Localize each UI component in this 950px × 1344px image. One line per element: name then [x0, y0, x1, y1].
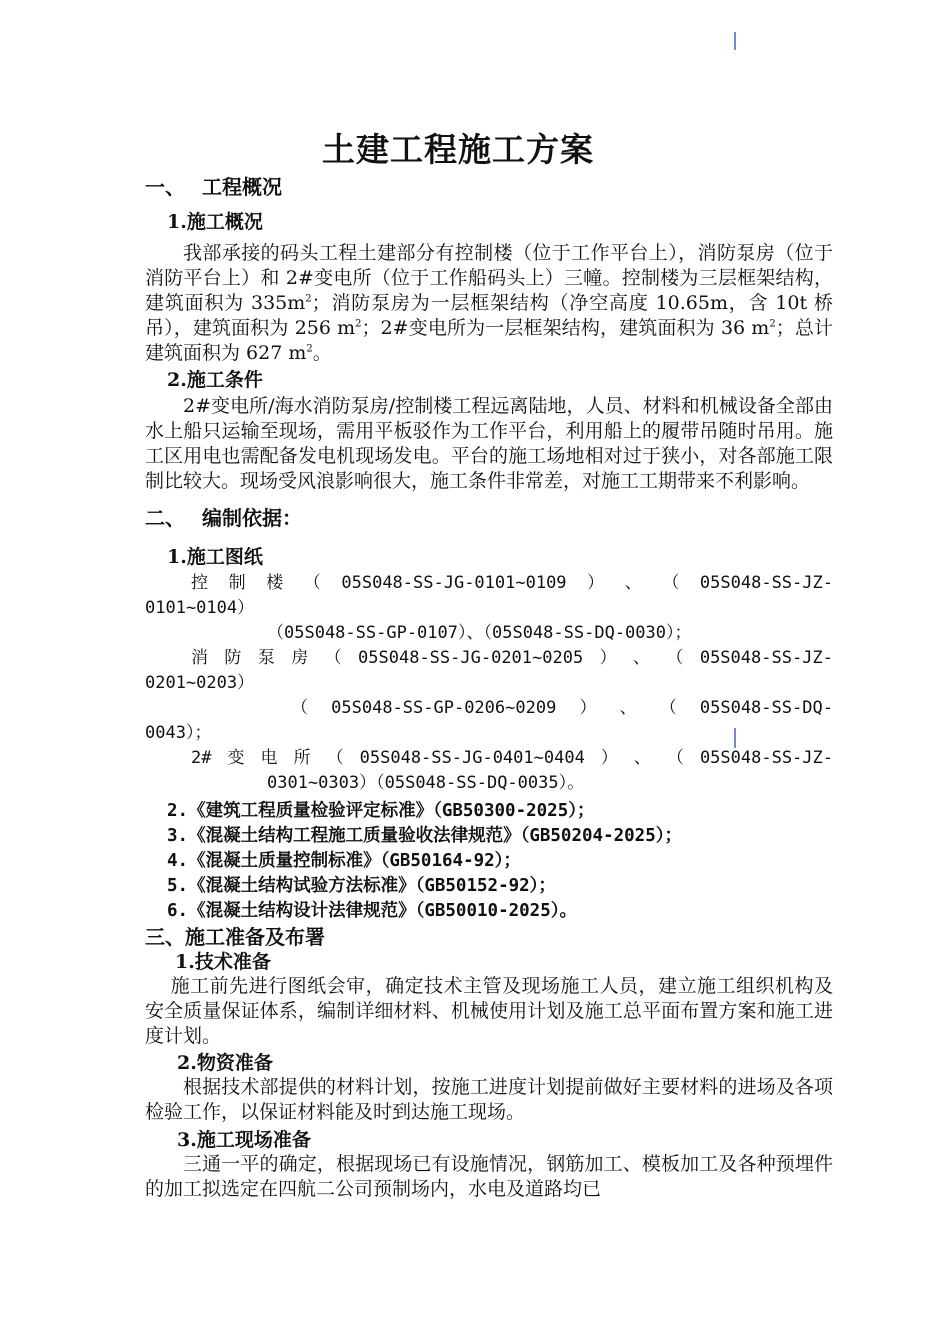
section-1-2-heading: 2.施工条件: [167, 369, 263, 391]
drawing-line-fire-pump-house-cont: 0201~0203）: [145, 673, 255, 693]
section-1-number: 一、: [145, 175, 185, 199]
section-2-heading: [145, 503, 833, 533]
drawing-line-fire-pump-house-2: （ 05S048-SS-GP-0206~0209 ） 、 （ 05S048-SS-DQ-: [291, 698, 833, 718]
standard-item: 4.《混凝土质量控制标准》（GB50164-92）；: [167, 851, 521, 871]
standard-item: 6.《混凝土结构设计法律规范》（GB50010-2025）。: [167, 901, 578, 921]
section-2-title: 编制依据：: [202, 506, 302, 530]
section-1-1-heading: 1.施工概况: [167, 211, 263, 233]
section-3-3-paragraph: 三通一平的确定，根据现场已有设施情况，钢筋加工、模板加工及各种预埋件的加工拟选定在四航二公司预制场内，水电及道路均已: [145, 1153, 833, 1200]
drawing-line-fire-pump-house: 消 防 泵 房 （ 05S048-SS-JG-0201~0205 ） 、 （ 05S048-SS-JZ-: [191, 648, 833, 668]
section-1-heading: [145, 172, 833, 202]
drawing-line-control-building-cont: 0101~0104）: [145, 598, 255, 618]
section-2-number: 二、: [145, 506, 185, 530]
document-body: [145, 172, 833, 1202]
text-cursor-mark: [734, 32, 736, 50]
standard-item: 2.《建筑工程质量检验评定标准》（GB50300-2025）；: [167, 801, 595, 821]
document-title: 土建工程施工方案: [322, 130, 594, 169]
section-2-1-heading: 1.施工图纸: [167, 546, 263, 568]
drawing-line-fire-pump-house-2-cont: 0043）；: [145, 723, 212, 743]
section-1-1-paragraph: 我部承接的码头工程土建部分有控制楼（位于工作平台上），消防泵房（位于消防平台上）和 2#变电所（位于工作船码头上）三幢。控制楼为三层框架结构，建筑面积为 $335m^2$；消防泵房为一层框架结构（净空高度 10.65m，含 10t 桥吊），建筑面积为 256 $m^2$；2#变电所为一层框架结构，建筑面积为 36 $m^2$；总计建筑面积为 627 $m^2$。: [145, 242, 833, 364]
text-cursor-mark: [734, 728, 736, 748]
drawing-line-control-building: 控 制 楼 （ 05S048-SS-JG-0101~0109 ） 、 （ 05S048-SS-JZ-: [191, 573, 833, 593]
section-3-3-heading: 3.施工现场准备: [177, 1129, 311, 1151]
section-3-2-heading: 2.物资准备: [177, 1052, 273, 1074]
section-3-heading: 三、施工准备及布署: [145, 925, 325, 949]
standard-item: 5.《混凝土结构试验方法标准》（GB50152-92）；: [167, 876, 556, 896]
section-1-2-paragraph: 2#变电所/海水消防泵房/控制楼工程远离陆地，人员、材料和机械设备全部由水上船只运输至现场，需用平板驳作为工作平台，利用船上的履带吊随时吊用。施工区用电也需配备发电机现场发电。平台的施工场地相对过于狭小，对各部施工限制比较大。现场受风浪影响很大，施工条件非常差，对施工工期带来不利影响。: [145, 395, 833, 492]
section-3-1-paragraph: 施工前先进行图纸会审，确定技术主管及现场施工人员，建立施工组织机构及安全质量保证体系，编制详细材料、机械使用计划及施工总平面布置方案和施工进度计划。: [145, 975, 833, 1047]
drawing-line-substation-cont: 0301~0303）（05S048-SS-DQ-0035）。: [267, 773, 585, 793]
drawing-line-control-building-2: （05S048-SS-GP-0107）、（05S048-SS-DQ-0030）；: [267, 623, 692, 643]
standard-item: 3.《混凝土结构工程施工质量验收法律规范》（GB50204-2025）；: [167, 826, 683, 846]
section-3-2-paragraph: 根据技术部提供的材料计划，按施工进度计划提前做好主要材料的进场及各项检验工作，以保证材料能及时到达施工现场。: [145, 1076, 833, 1123]
section-3-1-heading: 1.技术准备: [175, 951, 271, 973]
section-1-title: 工程概况: [202, 175, 282, 199]
drawing-line-substation: 2# 变 电 所 （ 05S048-SS-JG-0401~0404 ） 、 （ 05S048-SS-JZ-: [191, 748, 833, 768]
standards-list: [145, 799, 833, 924]
